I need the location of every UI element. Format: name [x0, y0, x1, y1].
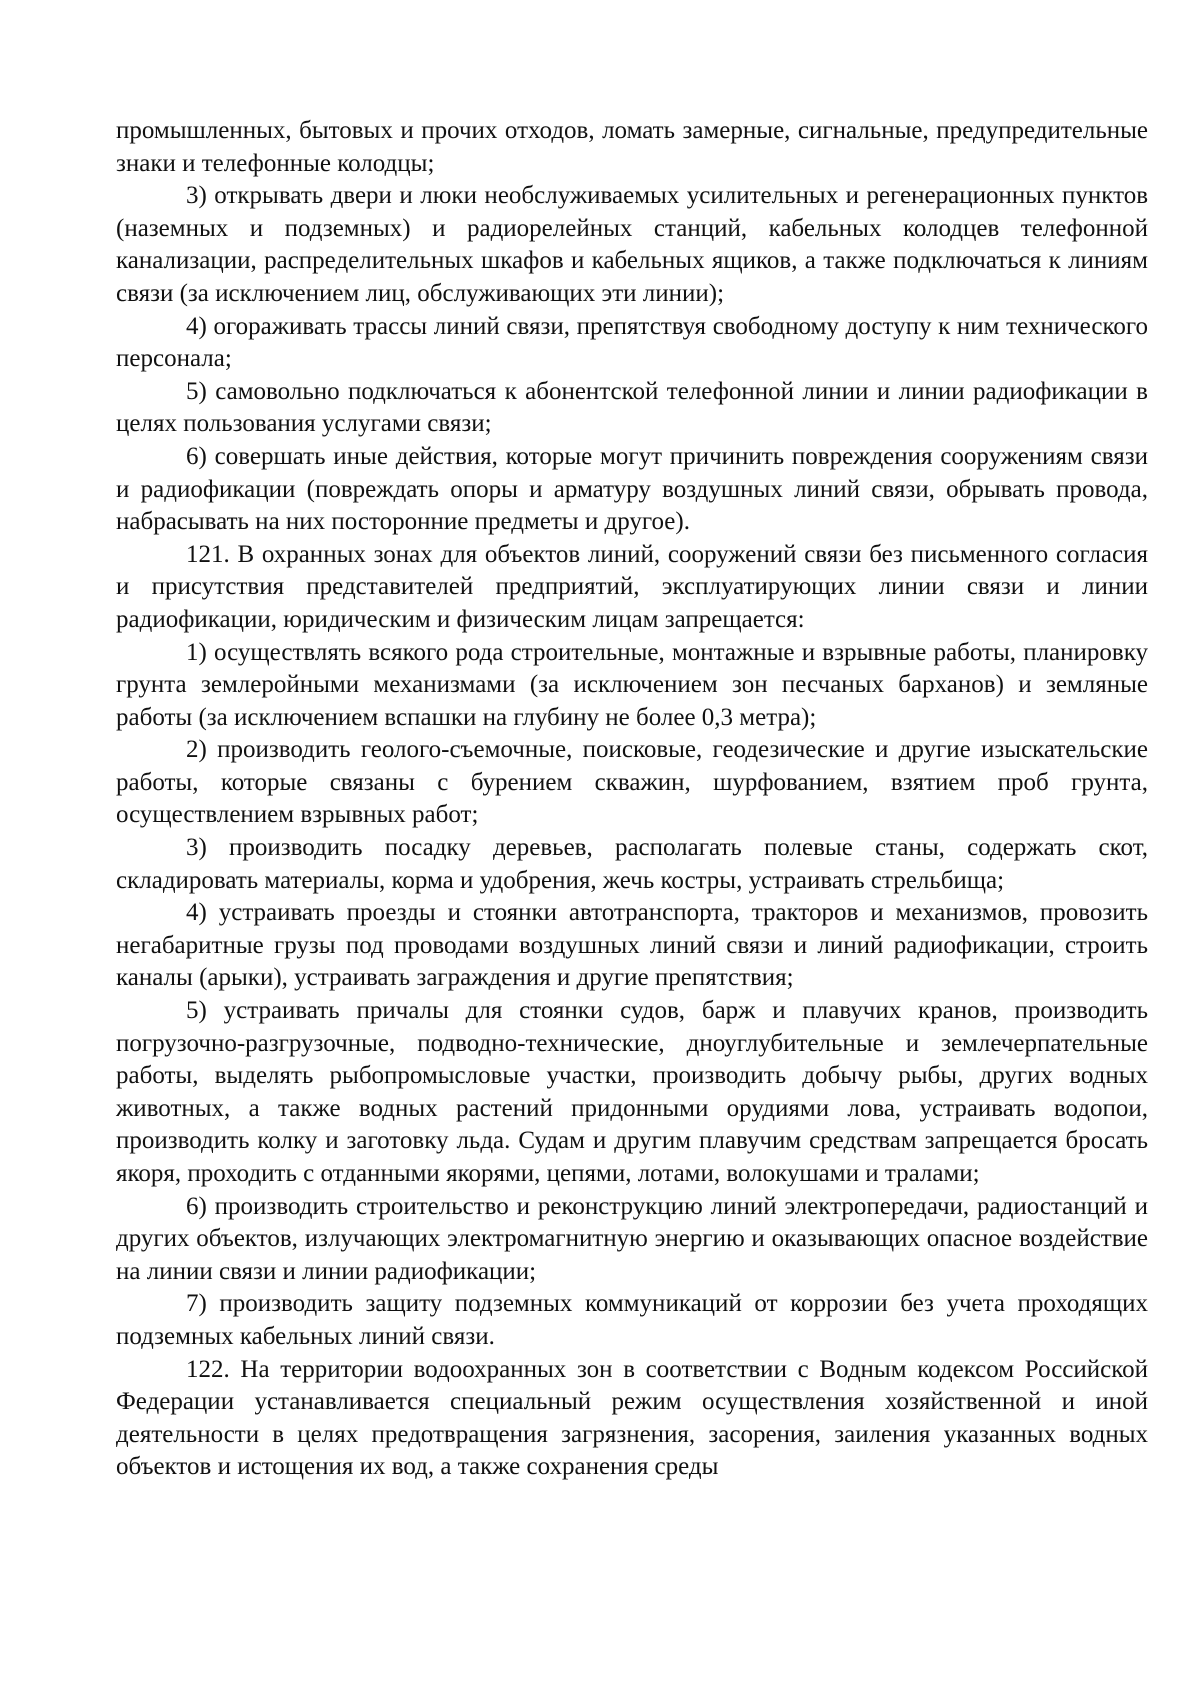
paragraph-121-item-5: 5) устраивать причалы для стоянки судов, барж и плавучих кранов, производить погрузочно-разгрузочные, подводно-технические, дноуглубительные и землечерпательные работы, выделять рыбопромысловые участки, производить добычу рыбы, других водных животных, а также водных растений придонными орудиями лова, устраивать водопои, производить колку и заготовку льда. Судам и другим плавучим средствам запрещается бросать якоря, проходить с отданными якорями, цепями, лотами, волокушами и тралами;	[116, 997, 1148, 1187]
paragraph-item-3-open-doors: 3) открывать двери и люки необслуживаемых усилительных и регенерационных пунктов (наземных и подземных) и радиорелейных станций, кабельных колодцев телефонной канализации, распределительных шкафов и кабельных ящиков, а также подключаться к линиям связи (за исключением лиц, обслуживающих эти линии);	[116, 182, 1148, 307]
paragraph-121-item-2: 2) производить геолого-съемочные, поисковые, геодезические и другие изыскательские работы, которые связаны с бурением скважин, шурфованием, взятием проб грунта, осуществлением взрывных работ;	[116, 736, 1148, 829]
paragraph-121: 121. В охранных зонах для объектов линий, сооружений связи без письменного согласия и присутствия представителей предприятий, эксплуатирующих линии связи и линии радиофикации, юридическим и физическим лицам запрещается:	[116, 540, 1148, 633]
document-body	[116, 115, 1148, 1484]
paragraph-121-item-6: 6) производить строительство и реконструкцию линий электропередачи, радиостанций и других объектов, излучающих электромагнитную энергию и оказывающих опасное воздействие на линии связи и линии радиофикации;	[116, 1192, 1148, 1285]
paragraph-continuation: промышленных, бытовых и прочих отходов, ломать замерные, сигнальные, предупредительные знаки и телефонные колодцы;	[116, 117, 1148, 177]
paragraph-121-item-1: 1) осуществлять всякого рода строительные, монтажные и взрывные работы, планировку грунта землеройными механизмами (за исключением зон песчаных барханов) и земляные работы (за исключением вспашки на глубину не более 0,3 метра);	[116, 638, 1148, 731]
paragraph-121-item-4: 4) устраивать проезды и стоянки автотранспорта, тракторов и механизмов, провозить негабаритные грузы под проводами воздушных линий связи и линий радиофикации, строить каналы (арыки), устраивать заграждения и другие препятствия;	[116, 899, 1148, 992]
paragraph-item-4-fence-routes: 4) огораживать трассы линий связи, препятствуя свободному доступу к ним технического персонала;	[116, 312, 1148, 373]
paragraph-121-item-7: 7) производить защиту подземных коммуникаций от коррозии без учета проходящих подземных кабельных линий связи.	[116, 1290, 1148, 1350]
paragraph-item-6-other-actions: 6) совершать иные действия, которые могут причинить повреждения сооружениям связи и радиофикации (повреждать опоры и арматуру воздушных линий связи, обрывать провода, набрасывать на них посторонние предметы и другое).	[116, 442, 1148, 536]
paragraph-122: 122. На территории водоохранных зон в соответствии с Водным кодексом Российской Федерации устанавливается специальный режим осуществления хозяйственной и иной деятельности в целях предотвращения загрязнения, засорения, заиления указанных водных объектов и истощения их вод, а также сохранения среды	[116, 1355, 1148, 1481]
paragraph-121-item-3: 3) производить посадку деревьев, располагать полевые станы, содержать скот, складировать материалы, корма и удобрения, жечь костры, устраивать стрельбища;	[116, 834, 1148, 894]
paragraph-item-5-connect: 5) самовольно подключаться к абонентской телефонной линии и линии радиофикации в целях пользования услугами связи;	[116, 377, 1148, 438]
